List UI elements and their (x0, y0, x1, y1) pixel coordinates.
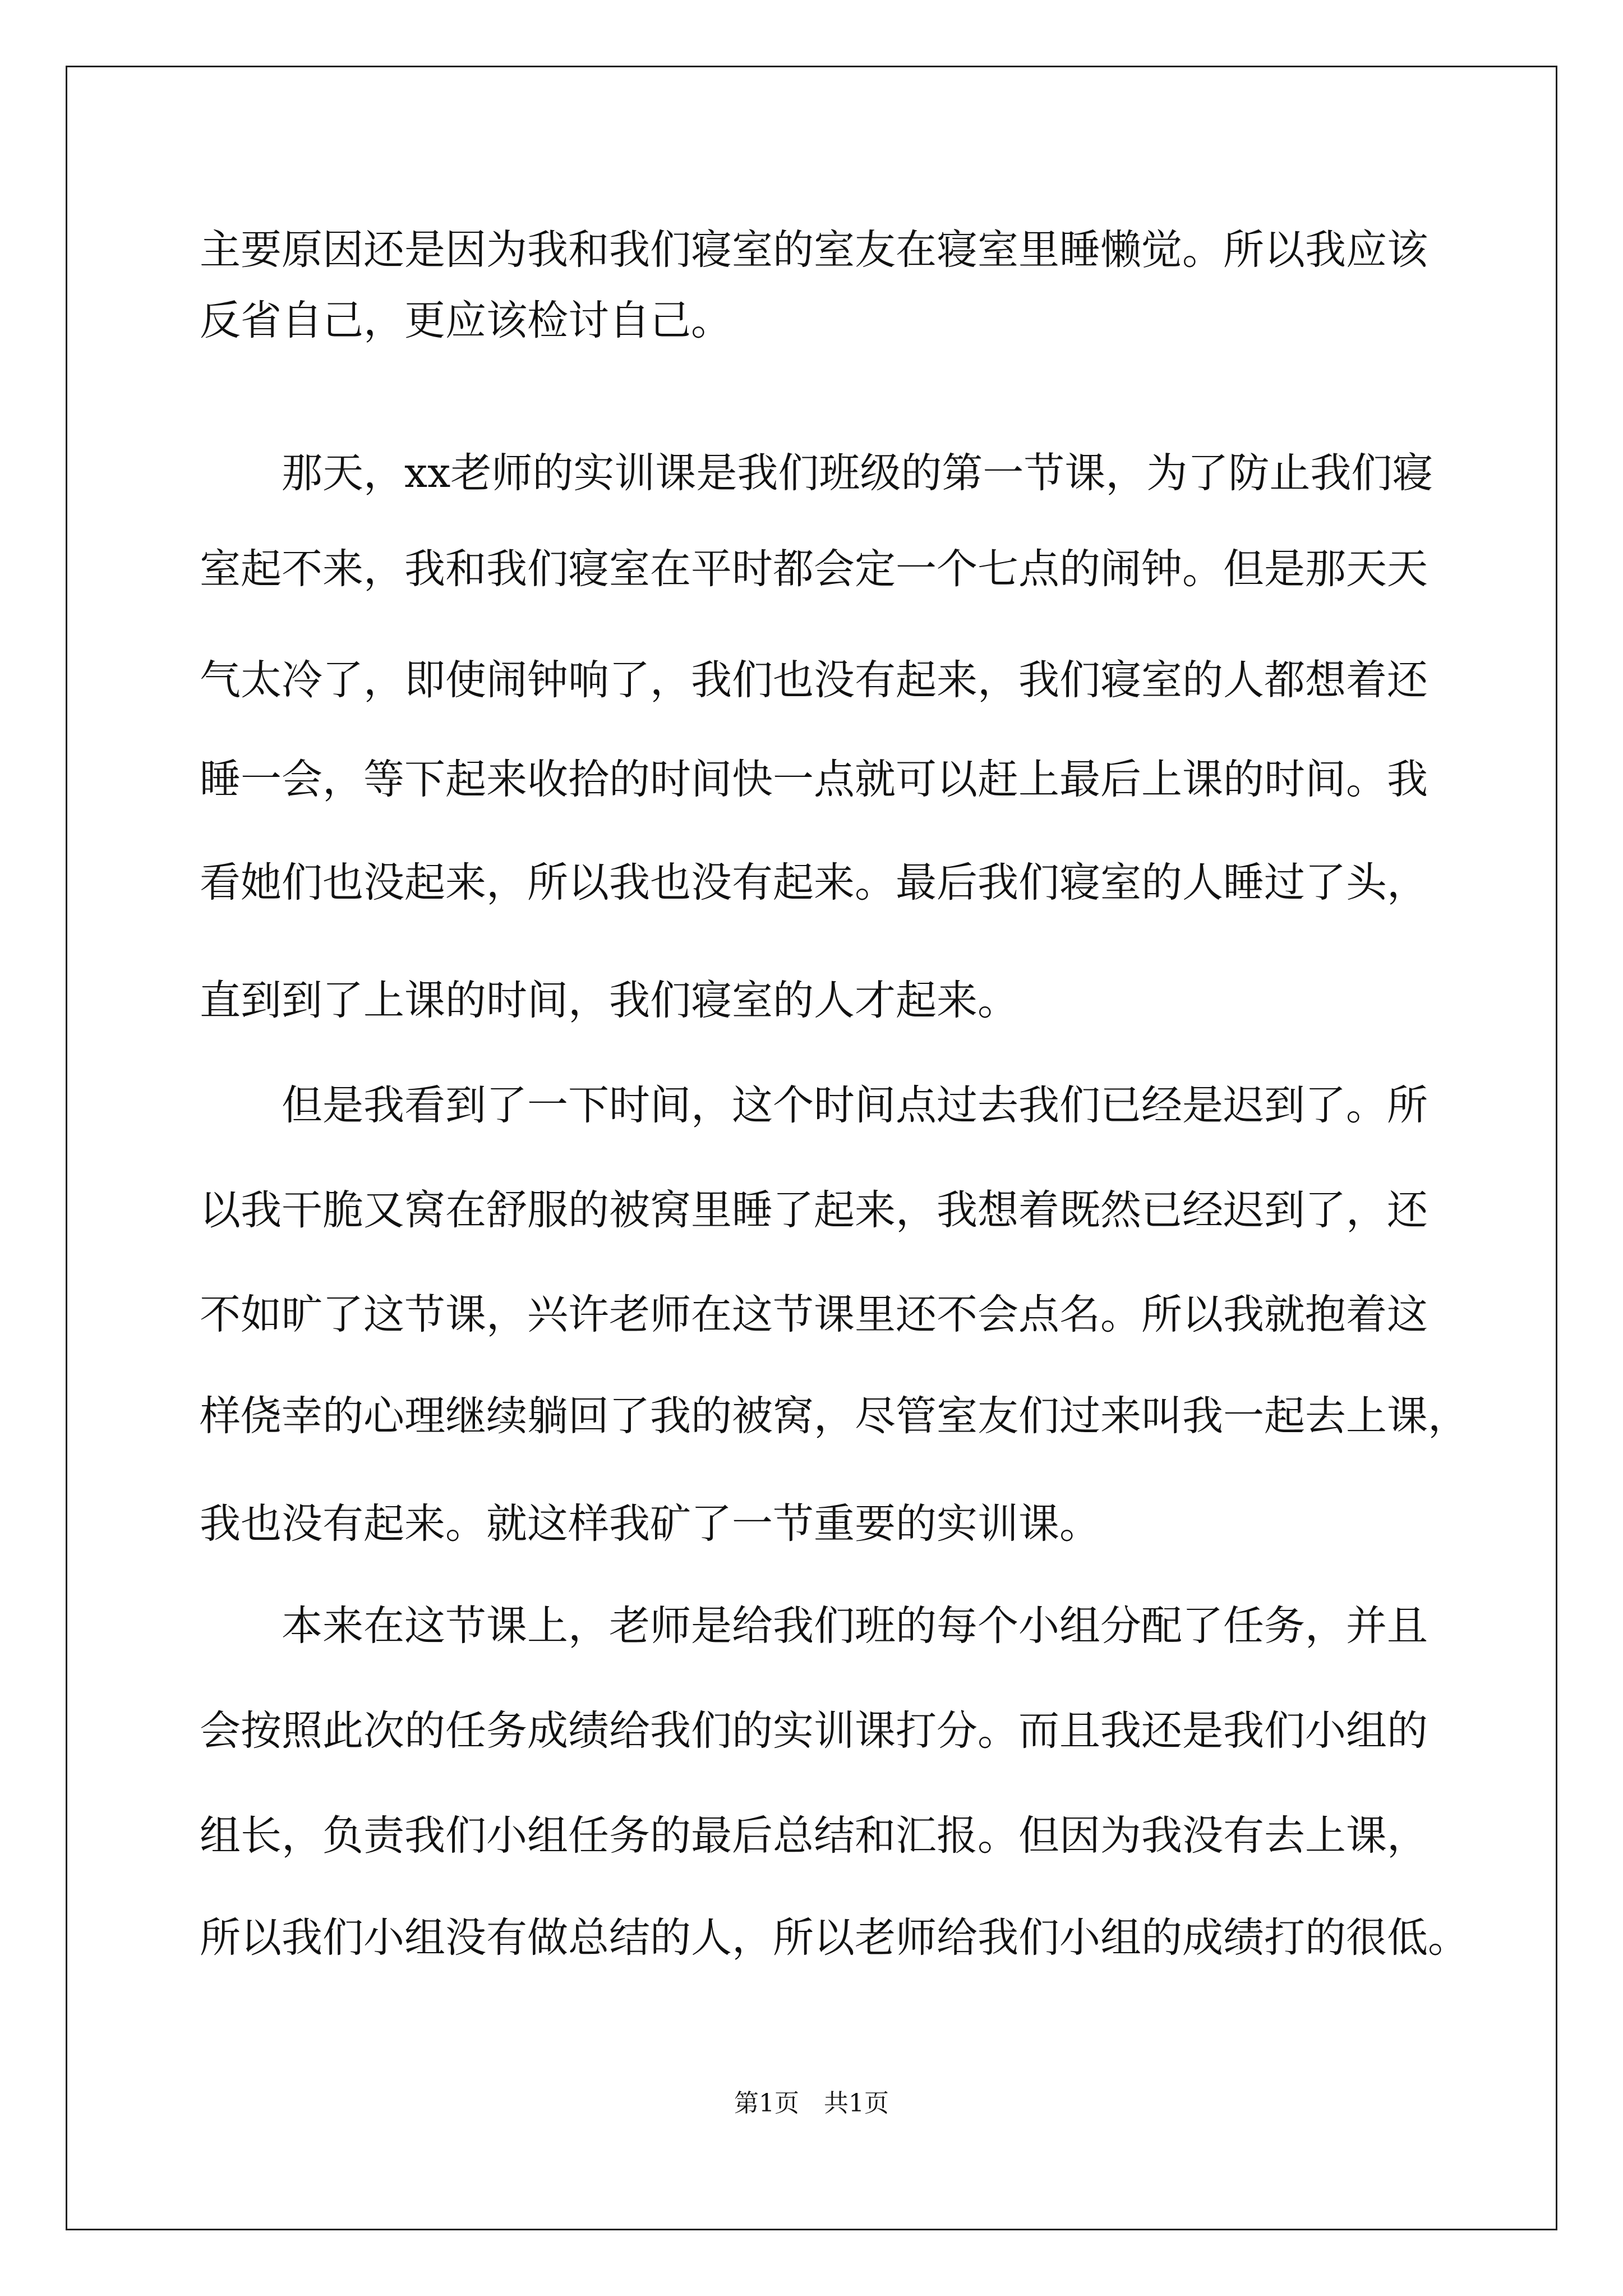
text-line-14: 本来在这节课上，老师是给我们班的每个小组分配了任务，并且 (200, 1602, 1428, 1650)
text-line-10: 以我干脆又窝在舒服的被窝里睡了起来，我想着既然已经迟到了，还 (200, 1186, 1428, 1234)
text-line-7: 看她们也没起来，所以我也没有起来。最后我们寝室的人睡过了头， (200, 859, 1428, 907)
text-line-17: 所以我们小组没有做总结的人，所以老师给我们小组的成绩打的很低。 (200, 1914, 1469, 1962)
text-line-11: 不如旷了这节课，兴许老师在这节课里还不会点名。所以我就抱着这 (200, 1291, 1428, 1338)
text-line-9: 但是我看到了一下时间，这个时间点过去我们已经是迟到了。所 (200, 1082, 1428, 1129)
text-line-2: 反省自己，更应该检讨自己。 (200, 297, 732, 344)
page-border (66, 66, 1557, 2230)
text-line-3: 那天，xx老师的实训课是我们班级的第一节课，为了防止我们寝 (200, 449, 1433, 497)
text-line-12: 样侥幸的心理继续躺回了我的被窝，尽管室友们过来叫我一起去上课， (200, 1392, 1469, 1440)
text-line-6: 睡一会，等下起来收拾的时间快一点就可以赶上最后上课的时间。我 (200, 756, 1428, 803)
text-line-16: 组长，负责我们小组任务的最后总结和汇报。但因为我没有去上课， (200, 1812, 1428, 1860)
page-number-footer: 第1页 共1页 (734, 2089, 889, 2118)
text-line-1: 主要原因还是因为我和我们寝室的室友在寝室里睡懒觉。所以我应该 (200, 226, 1428, 274)
text-line-8: 直到到了上课的时间，我们寝室的人才起来。 (200, 977, 1018, 1024)
text-line-4: 室起不来，我和我们寝室在平时都会定一个七点的闹钟。但是那天天 (200, 545, 1428, 593)
text-line-13: 我也没有起来。就这样我矿了一节重要的实训课。 (200, 1500, 1100, 1548)
text-line-15: 会按照此次的任务成绩给我们的实训课打分。而且我还是我们小组的 (200, 1707, 1428, 1755)
text-line-5: 气太冷了，即使闹钟响了，我们也没有起来，我们寝室的人都想着还 (200, 656, 1428, 704)
